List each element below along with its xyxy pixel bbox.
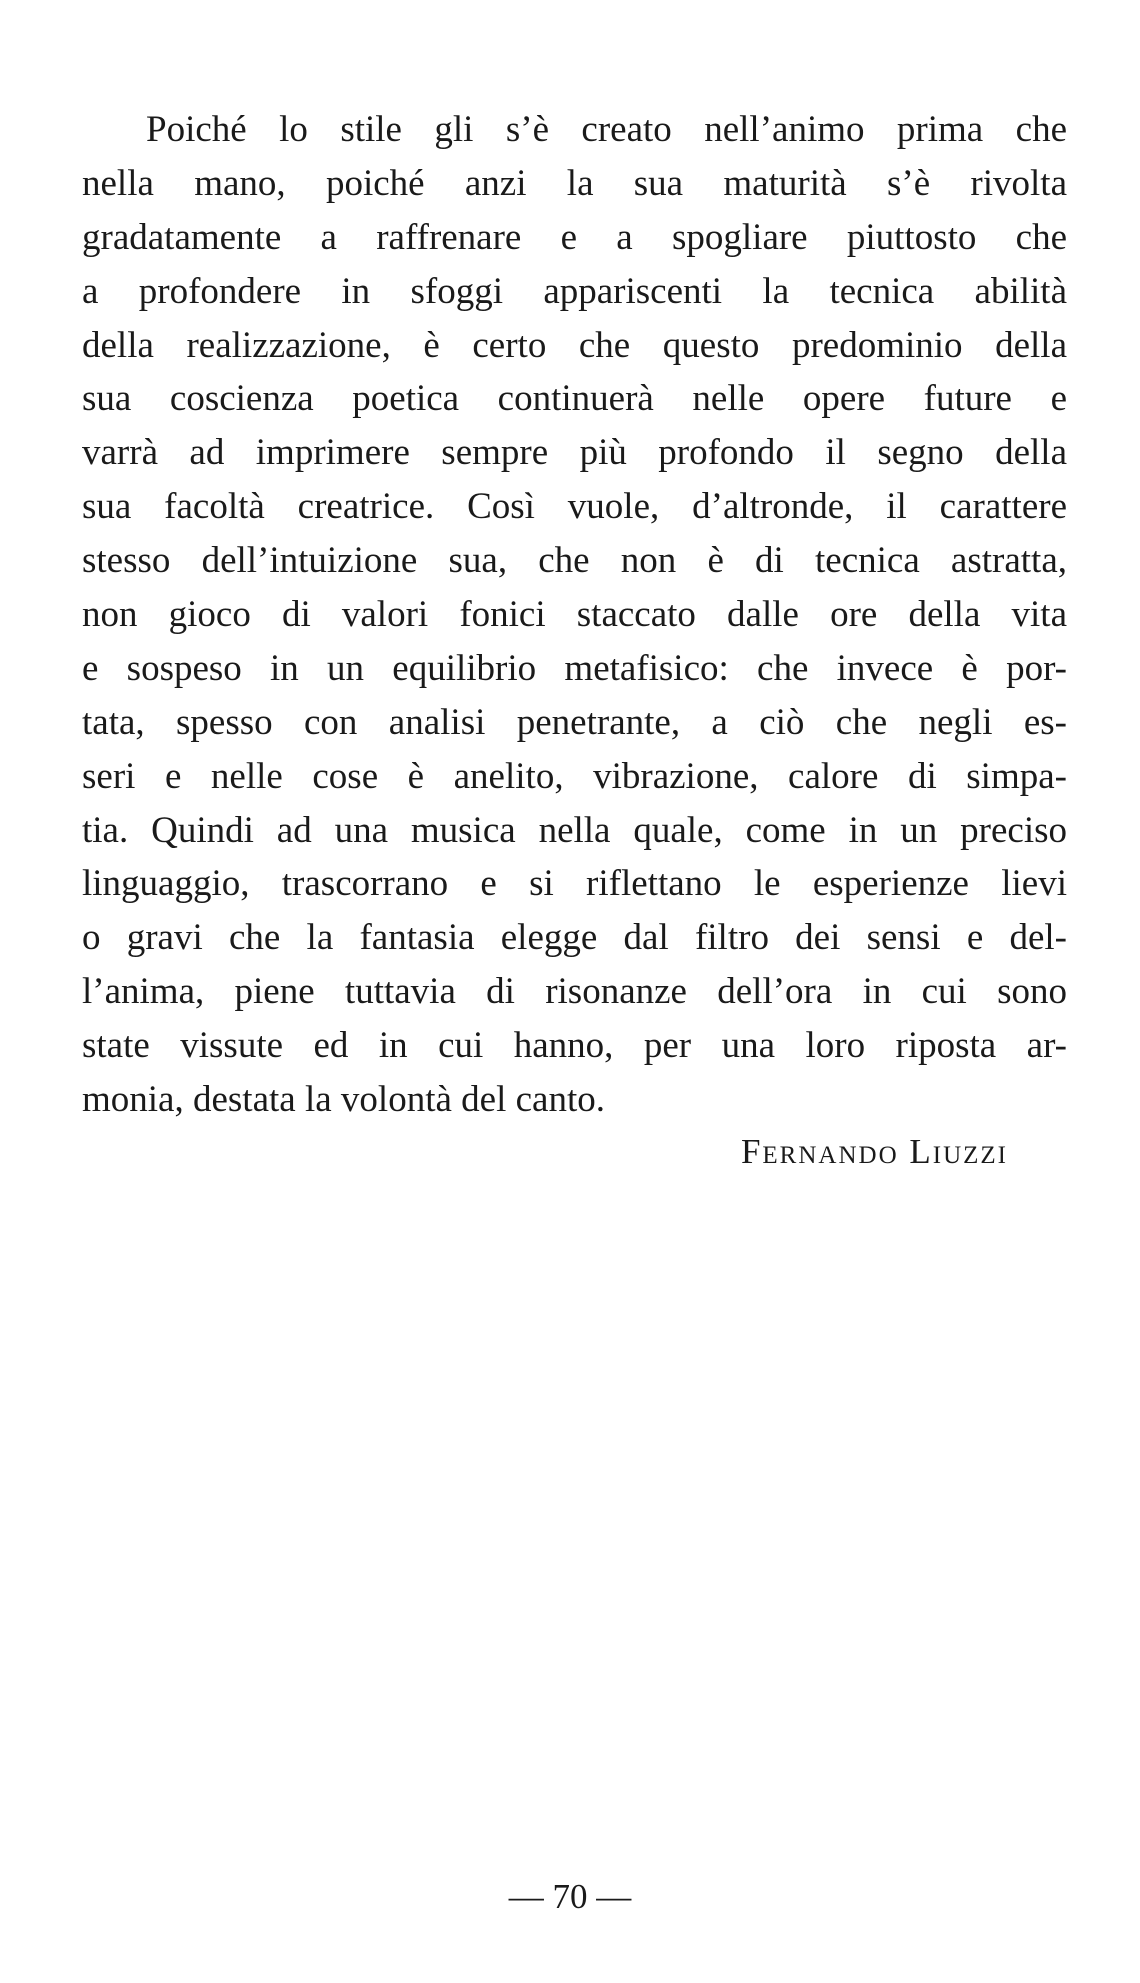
text-line-9: stesso dell’intuizione sua, che non è di tecnica astratta, (82, 540, 1067, 582)
text-line-19: monia, destata la volontà del canto. (82, 1079, 605, 1121)
text-line-10: non gioco di valori fonici staccato dalle ore della vita (82, 594, 1067, 636)
text-line-1: Poiché lo stile gli s’è creato nell’animo prima che (146, 109, 1067, 150)
text-line-13: seri e nelle cose è anelito, vibrazione, calore di simpa- (82, 755, 1067, 797)
text-line-17: l’anima, piene tuttavia di risonanze dell’ora in cui sono (82, 971, 1067, 1013)
text-line-4: a profondere in sfoggi appariscenti la tecnica abilità (82, 270, 1067, 312)
text-line-16: o gravi che la fantasia elegge dal filtro dei sensi e del- (82, 917, 1067, 959)
author-signature: Fernando Liuzzi (740, 1132, 1008, 1171)
body-paragraph (82, 103, 1067, 1127)
text-line-12: tata, spesso con analisi penetrante, a ciò che negli es- (82, 701, 1067, 743)
text-line-8: sua facoltà creatrice. Così vuole, d’altronde, il carattere (82, 486, 1067, 528)
text-line-2: nella mano, poiché anzi la sua maturità s’è rivolta (82, 162, 1067, 204)
page-number: — 70 — (508, 1877, 632, 1916)
text-line-7: varrà ad imprimere sempre più profondo il segno della (82, 432, 1067, 474)
text-line-18: state vissute ed in cui hanno, per una loro riposta ar- (82, 1025, 1067, 1067)
text-line-15: linguaggio, trascorrano e si riflettano le esperienze lievi (82, 863, 1067, 905)
text-line-6: sua coscienza poetica continuerà nelle opere future e (82, 378, 1067, 420)
text-line-3: gradatamente a raffrenare e a spogliare piuttosto che (82, 216, 1067, 258)
text-line-11: e sospeso in un equilibrio metafisico: che invece è por- (82, 647, 1067, 689)
text-line-14: tia. Quindi ad una musica nella quale, come in un preciso (82, 809, 1067, 851)
text-line-5: della realizzazione, è certo che questo predominio della (82, 324, 1067, 366)
